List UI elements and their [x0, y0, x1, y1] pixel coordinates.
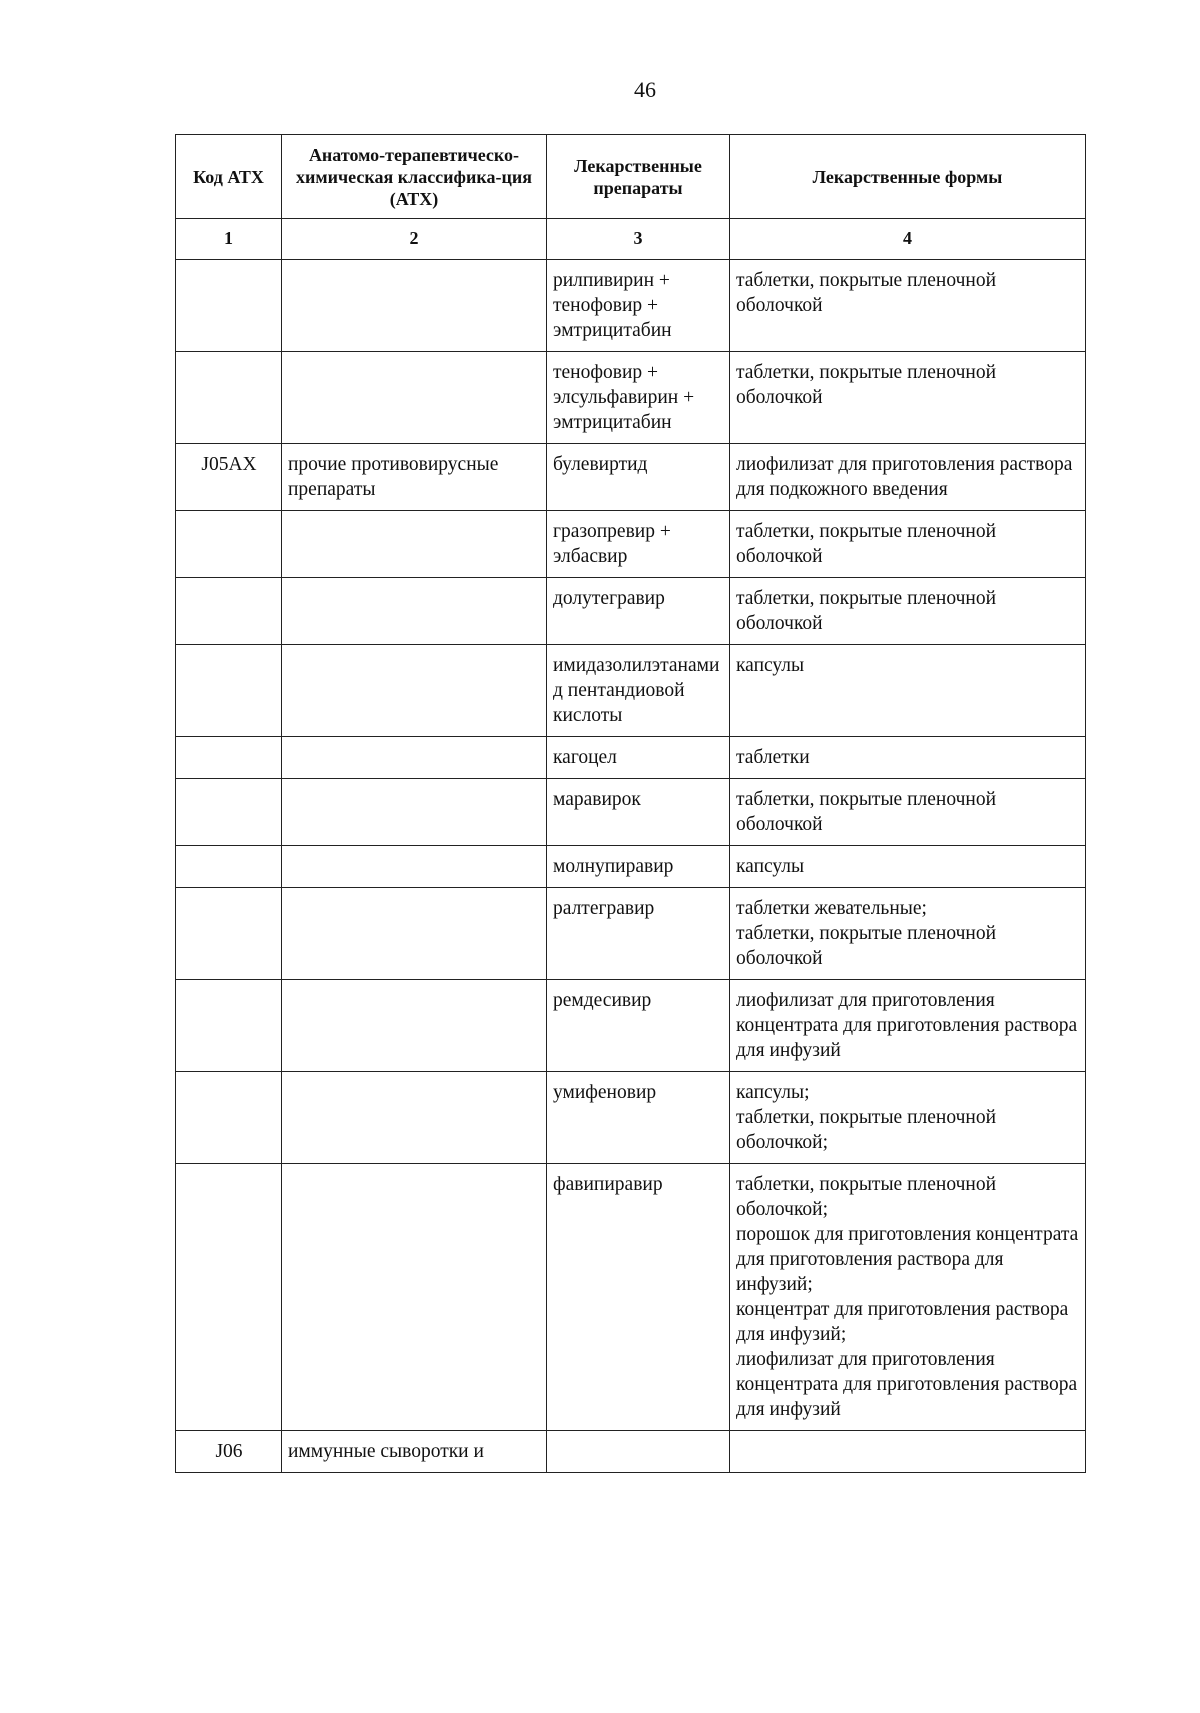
dosage-forms-cell: капсулы: [730, 846, 1086, 888]
atx-classification-cell: иммунные сыворотки и: [282, 1431, 547, 1473]
header-drugs: Лекарственные препараты: [547, 135, 730, 219]
table-row: [176, 444, 1086, 511]
atx-classification-cell: прочие противовирусные препараты: [282, 444, 547, 511]
dosage-forms-cell: лиофилизат для приготовления концентрата для приготовления раствора для инфузий: [730, 980, 1086, 1072]
atx-code-cell: J06: [176, 1431, 282, 1473]
table-body: [176, 260, 1086, 1473]
dosage-forms-cell: таблетки, покрытые пленочной оболочкой: [730, 511, 1086, 578]
dosage-forms-cell: таблетки: [730, 737, 1086, 779]
table-row: [176, 737, 1086, 779]
drug-name-cell: молнупиравир: [547, 846, 730, 888]
atx-classification-cell: [282, 352, 547, 444]
page-number: 46: [634, 77, 656, 102]
header-atx-classification: Анатомо-терапевтическо-химическая классифика-ция (АТХ): [282, 135, 547, 219]
atx-classification-cell: [282, 1072, 547, 1164]
atx-code-cell: [176, 737, 282, 779]
atx-code-cell: [176, 1072, 282, 1164]
table-row: [176, 260, 1086, 352]
table-row: [176, 1072, 1086, 1164]
table-row: [176, 980, 1086, 1072]
atx-code-cell: [176, 888, 282, 980]
dosage-forms-cell: [730, 1431, 1086, 1473]
atx-code-cell: [176, 352, 282, 444]
atx-code-cell: J05AX: [176, 444, 282, 511]
table-head: [176, 135, 1086, 260]
drug-name-cell: ремдесивир: [547, 980, 730, 1072]
drug-name-cell: кагоцел: [547, 737, 730, 779]
header-atx-code: Код АТХ: [176, 135, 282, 219]
atx-classification-cell: [282, 737, 547, 779]
drug-name-cell: фавипиравир: [547, 1164, 730, 1431]
dosage-forms-cell: капсулы: [730, 645, 1086, 737]
column-number-row: [176, 219, 1086, 260]
column-number: 3: [547, 219, 730, 260]
drug-name-cell: имидазолилэтанамид пентандиовой кислоты: [547, 645, 730, 737]
dosage-forms-cell: таблетки, покрытые пленочной оболочкой: [730, 779, 1086, 846]
drug-name-cell: маравирок: [547, 779, 730, 846]
atx-classification-cell: [282, 260, 547, 352]
table-row: [176, 511, 1086, 578]
atx-code-cell: [176, 1164, 282, 1431]
drug-name-cell: рилпивирин + тенофовир + эмтрицитабин: [547, 260, 730, 352]
atx-drug-table: [175, 134, 1086, 1473]
column-number: 1: [176, 219, 282, 260]
column-number: 2: [282, 219, 547, 260]
table-row: [176, 578, 1086, 645]
dosage-forms-cell: капсулы; таблетки, покрытые пленочной оболочкой;: [730, 1072, 1086, 1164]
atx-code-cell: [176, 980, 282, 1072]
table-row: [176, 1431, 1086, 1473]
column-number: 4: [730, 219, 1086, 260]
drug-name-cell: гразопревир + элбасвир: [547, 511, 730, 578]
atx-classification-cell: [282, 578, 547, 645]
atx-classification-cell: [282, 846, 547, 888]
table-row: [176, 1164, 1086, 1431]
atx-code-cell: [176, 511, 282, 578]
dosage-forms-cell: таблетки, покрытые пленочной оболочкой: [730, 352, 1086, 444]
header-row: [176, 135, 1086, 219]
table-row: [176, 645, 1086, 737]
atx-classification-cell: [282, 645, 547, 737]
dosage-forms-cell: таблетки, покрытые пленочной оболочкой; порошок для приготовления концентрата для приготовления раствора для инфузий; концентрат для приготовления раствора для инфузий; лиофилизат для приготовления концентрата для приготовления раствора для инфузий: [730, 1164, 1086, 1431]
atx-classification-cell: [282, 1164, 547, 1431]
drug-name-cell: долутегравир: [547, 578, 730, 645]
drug-name-cell: булевиртид: [547, 444, 730, 511]
atx-classification-cell: [282, 511, 547, 578]
table-row: [176, 779, 1086, 846]
table-row: [176, 846, 1086, 888]
table-row: [176, 352, 1086, 444]
drug-name-cell: [547, 1431, 730, 1473]
dosage-forms-cell: таблетки жевательные; таблетки, покрытые пленочной оболочкой: [730, 888, 1086, 980]
atx-classification-cell: [282, 980, 547, 1072]
atx-classification-cell: [282, 888, 547, 980]
dosage-forms-cell: таблетки, покрытые пленочной оболочкой: [730, 260, 1086, 352]
dosage-forms-cell: лиофилизат для приготовления раствора для подкожного введения: [730, 444, 1086, 511]
drug-name-cell: тенофовир + элсульфавирин + эмтрицитабин: [547, 352, 730, 444]
atx-code-cell: [176, 846, 282, 888]
drug-name-cell: ралтегравир: [547, 888, 730, 980]
atx-code-cell: [176, 578, 282, 645]
drug-name-cell: умифеновир: [547, 1072, 730, 1164]
atx-code-cell: [176, 260, 282, 352]
header-dosage-forms: Лекарственные формы: [730, 135, 1086, 219]
atx-code-cell: [176, 645, 282, 737]
table-row: [176, 888, 1086, 980]
dosage-forms-cell: таблетки, покрытые пленочной оболочкой: [730, 578, 1086, 645]
atx-code-cell: [176, 779, 282, 846]
atx-classification-cell: [282, 779, 547, 846]
